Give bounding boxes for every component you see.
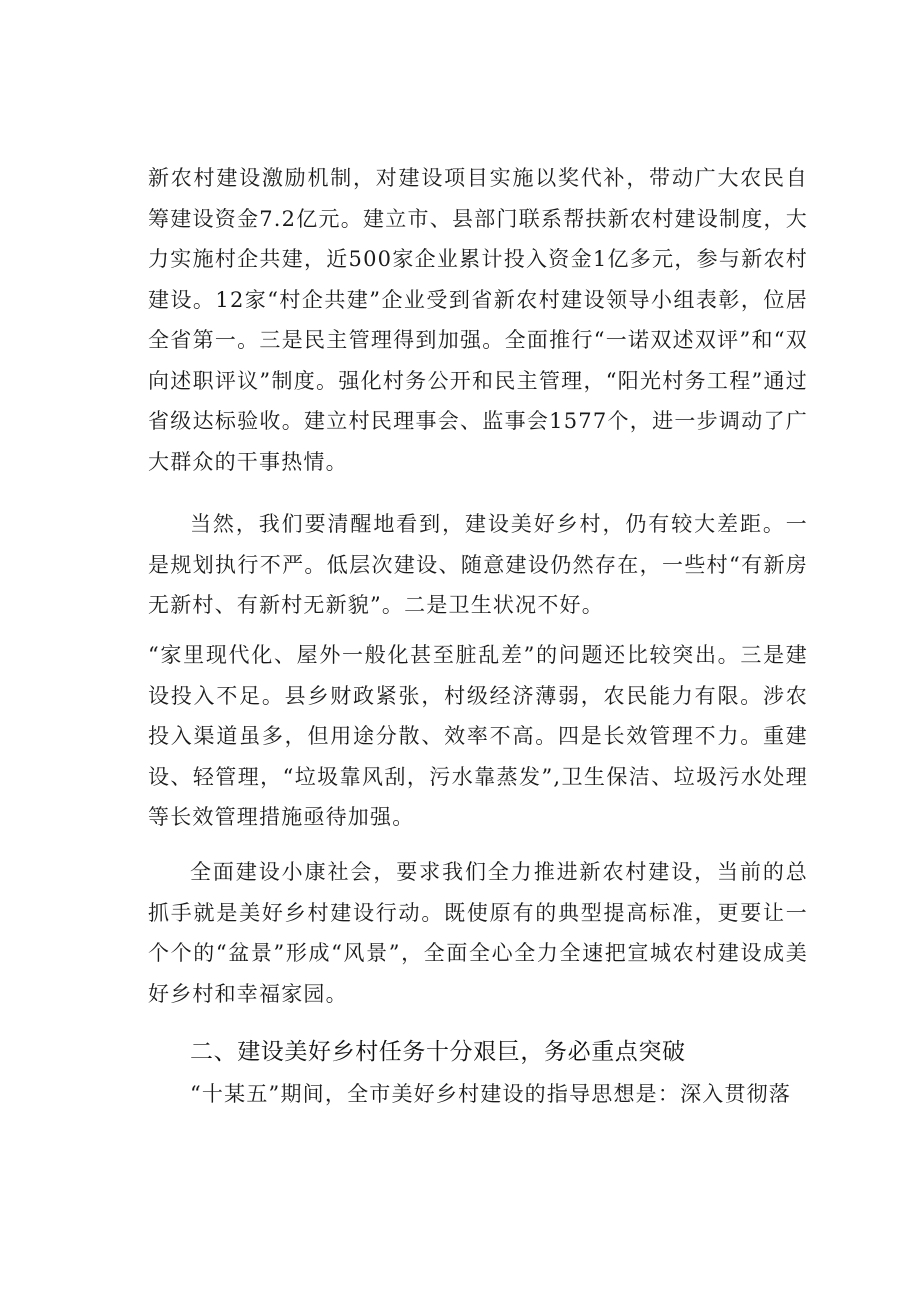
body-paragraph: 当然，我们要清醒地看到，建设美好乡村，仍有较大差距。一是规划执行不严。低层次建设、随意建设仍然存在，一些村“有新房无新村、有新村无新貌”。二是卫生状况不好。 bbox=[148, 512, 808, 617]
body-paragraph: “十某五”期间，全市美好乡村建设的指导思想是：深入贯彻落 bbox=[190, 1082, 792, 1106]
body-paragraph: 新农村建设激励机制，对建设项目实施以奖代补，带动广大农民自筹建设资金7.2亿元。建立市、县部门联系帮扶新农村建设制度，大力实施村企共建，近500家企业累计投入资金1亿多元，参与新农村建设。12家“村企共建”企业受到省新农村建设领导小组表彰，位居全省第一。三是民主管理得到加强。全面推行“一诺双述双评”和“双向述职评议”制度。强化村务公开和民主管理，“阳光村务工程”通过省级达标验收。建立村民理事会、监事会1577个，进一步调动了广大群众的干事热情。 bbox=[148, 166, 808, 474]
body-paragraph: “家里现代化、屋外一般化甚至脏乱差”的问题还比较突出。三是建设投入不足。县乡财政紧张，村级经济薄弱，农民能力有限。涉农投入渠道虽多，但用途分散、效率不高。四是长效管理不力。重建设、轻管理，“垃圾靠风刮，污水靠蒸发”,卫生保洁、垃圾污水处理等长效管理措施亟待加强。 bbox=[148, 643, 808, 829]
section-heading: 二、建设美好乡村任务十分艰巨，务必重点突破 bbox=[190, 1039, 686, 1065]
body-paragraph: 全面建设小康社会，要求我们全力推进新农村建设，当前的总抓手就是美好乡村建设行动。既使原有的典型提高标准，更要让一个个的“盆景”形成“风景”，全面全心全力全速把宣城农村建设成美好乡村和幸福家园。 bbox=[148, 860, 808, 1006]
